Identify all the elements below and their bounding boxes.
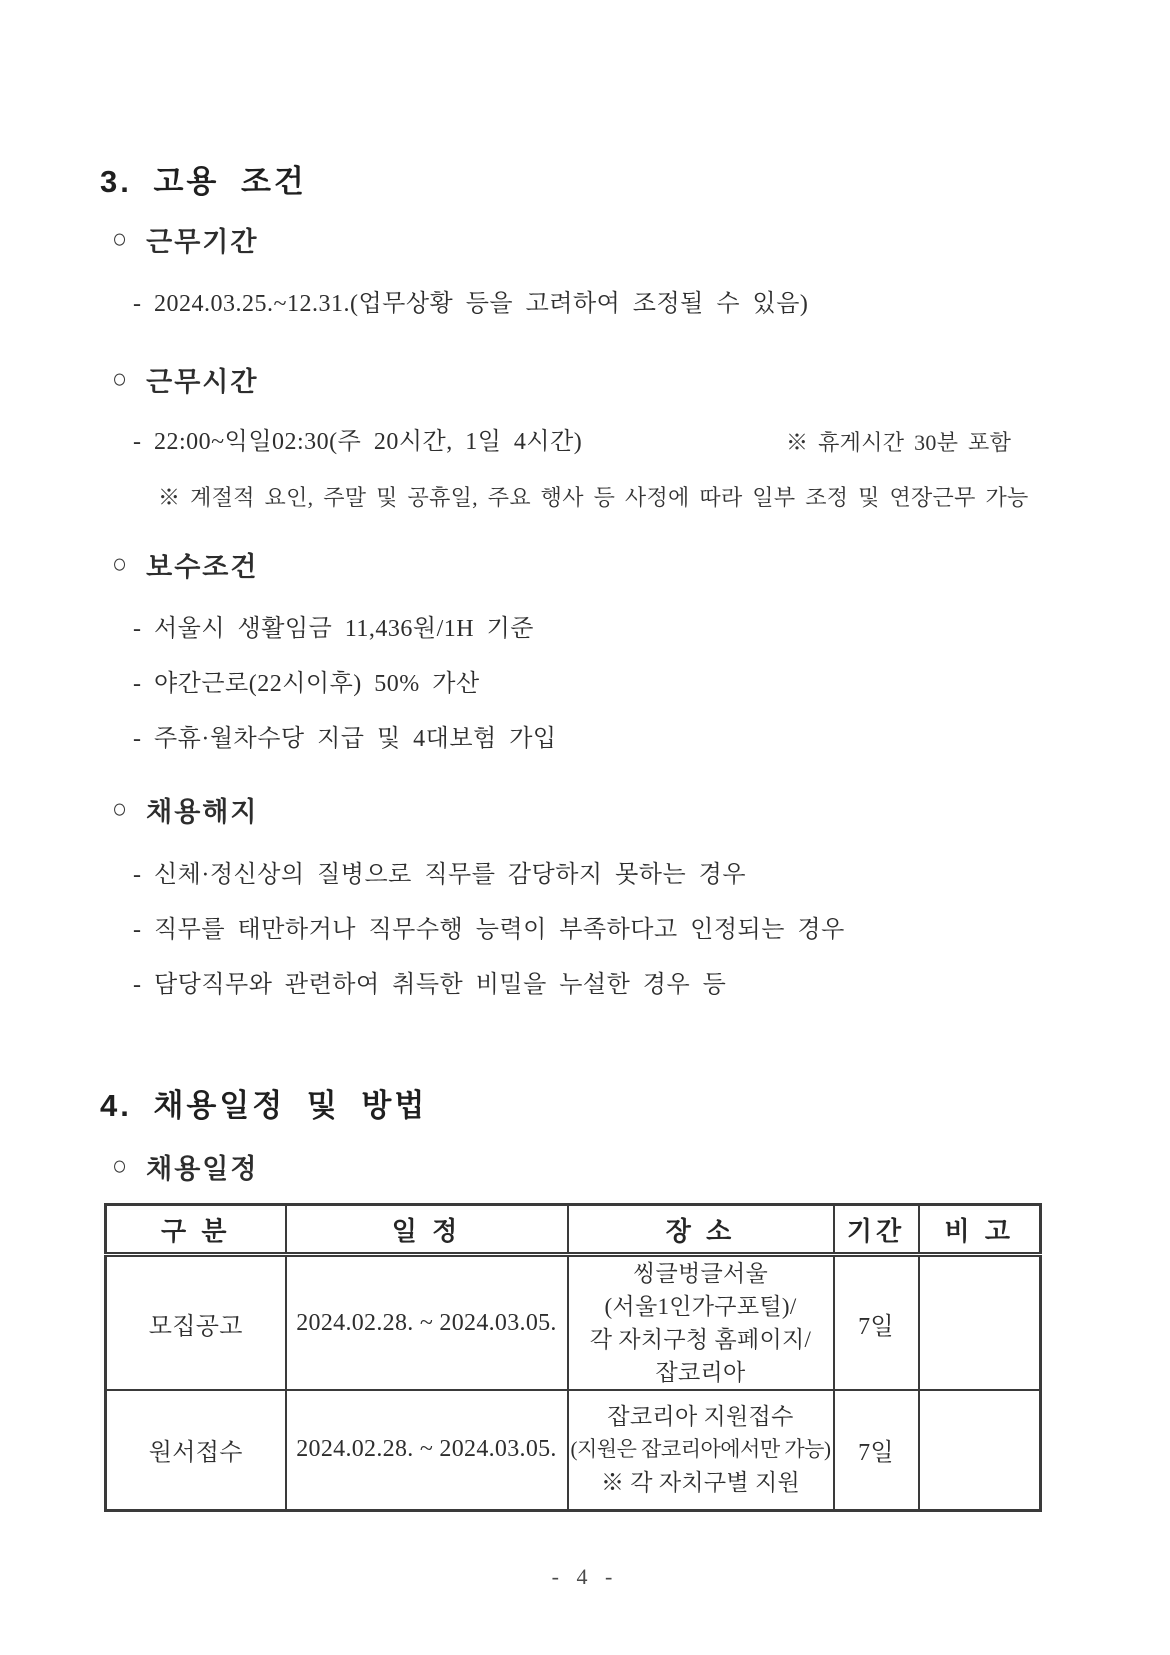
cell-period: 7일 <box>834 1255 919 1391</box>
circle-bullet-icon: ○ <box>112 793 130 825</box>
place-line: 잡코리아 지원접수 <box>607 1404 794 1430</box>
work-hours-heading-label: 근무시간 <box>146 367 259 397</box>
section-3-title: 3. 고용 조건 <box>100 164 307 199</box>
table-header-schedule: 일 정 <box>286 1205 568 1255</box>
work-period-line: - 2024.03.25.~12.31.(업무상황 등을 고려하여 조정될 수 있음) <box>133 291 809 317</box>
pay-line-1: - 서울시 생활임금 11,436원/1H 기준 <box>133 616 534 642</box>
termination-heading-label: 채용해지 <box>146 797 259 827</box>
termination-line-2: - 직무를 태만하거나 직무수행 능력이 부족하다고 인정되는 경우 <box>133 917 845 943</box>
work-hours-line: - 22:00~익일02:30(주 20시간, 1일 4시간) <box>133 429 583 455</box>
cell-note <box>919 1390 1041 1510</box>
table-header-note: 비 고 <box>919 1205 1041 1255</box>
cell-note <box>919 1255 1041 1391</box>
recruitment-schedule-table <box>104 1203 1042 1512</box>
termination-line-1: - 신체·정신상의 질병으로 직무를 감당하지 못하는 경우 <box>133 862 747 888</box>
termination-line-3: - 담당직무와 관련하여 취득한 비밀을 누설한 경우 등 <box>133 972 727 998</box>
cell-place <box>568 1390 834 1510</box>
place-line: (지원은 잡코리아에서만 가능) <box>570 1437 831 1462</box>
pay-heading-label: 보수조건 <box>146 552 259 582</box>
circle-bullet-icon: ○ <box>112 1150 130 1182</box>
cell-category: 원서접수 <box>106 1390 286 1510</box>
place-line: 잡코리아 <box>655 1360 746 1385</box>
table-row <box>106 1255 1041 1391</box>
cell-category: 모집공고 <box>106 1255 286 1391</box>
section-4-title: 4. 채용일정 및 방법 <box>100 1088 428 1123</box>
table-header-row <box>106 1205 1041 1255</box>
work-hours-adjust-note: ※ 계절적 요인, 주말 및 공휴일, 주요 행사 등 사정에 따라 일부 조정 및 연장근무 가능 <box>158 485 1029 510</box>
work-period-heading-label: 근무기간 <box>146 227 259 257</box>
cell-schedule: 2024.02.28. ~ 2024.03.05. <box>286 1390 568 1510</box>
table-row <box>106 1390 1041 1510</box>
place-line: 씽글벙글서울 <box>632 1261 769 1286</box>
place-line: ※ 각 자치구별 지원 <box>600 1470 801 1496</box>
schedule-heading-label: 채용일정 <box>146 1154 259 1184</box>
cell-schedule: 2024.02.28. ~ 2024.03.05. <box>286 1255 568 1391</box>
subsection-termination-heading <box>112 790 258 829</box>
break-time-side-note: ※ 휴게시간 30분 포함 <box>786 430 1012 455</box>
page-number: - 4 - <box>551 1564 619 1589</box>
circle-bullet-icon: ○ <box>112 223 130 255</box>
table-header-place: 장 소 <box>568 1205 834 1255</box>
subsection-schedule-heading <box>112 1147 258 1186</box>
circle-bullet-icon: ○ <box>112 548 130 580</box>
table-header-period: 기간 <box>834 1205 919 1255</box>
subsection-work-period-heading <box>112 220 258 259</box>
place-line: (서울1인가구포털)/ <box>604 1294 797 1319</box>
pay-line-3: - 주휴·월차수당 지급 및 4대보험 가입 <box>133 726 557 752</box>
place-line: 각 자치구청 홈페이지/ <box>589 1327 812 1352</box>
cell-period: 7일 <box>834 1390 919 1510</box>
cell-place <box>568 1255 834 1391</box>
circle-bullet-icon: ○ <box>112 363 130 395</box>
subsection-pay-heading <box>112 545 258 584</box>
pay-line-2: - 야간근로(22시이후) 50% 가산 <box>133 671 480 697</box>
table-header-category: 구 분 <box>106 1205 286 1255</box>
subsection-work-hours-heading <box>112 360 258 399</box>
